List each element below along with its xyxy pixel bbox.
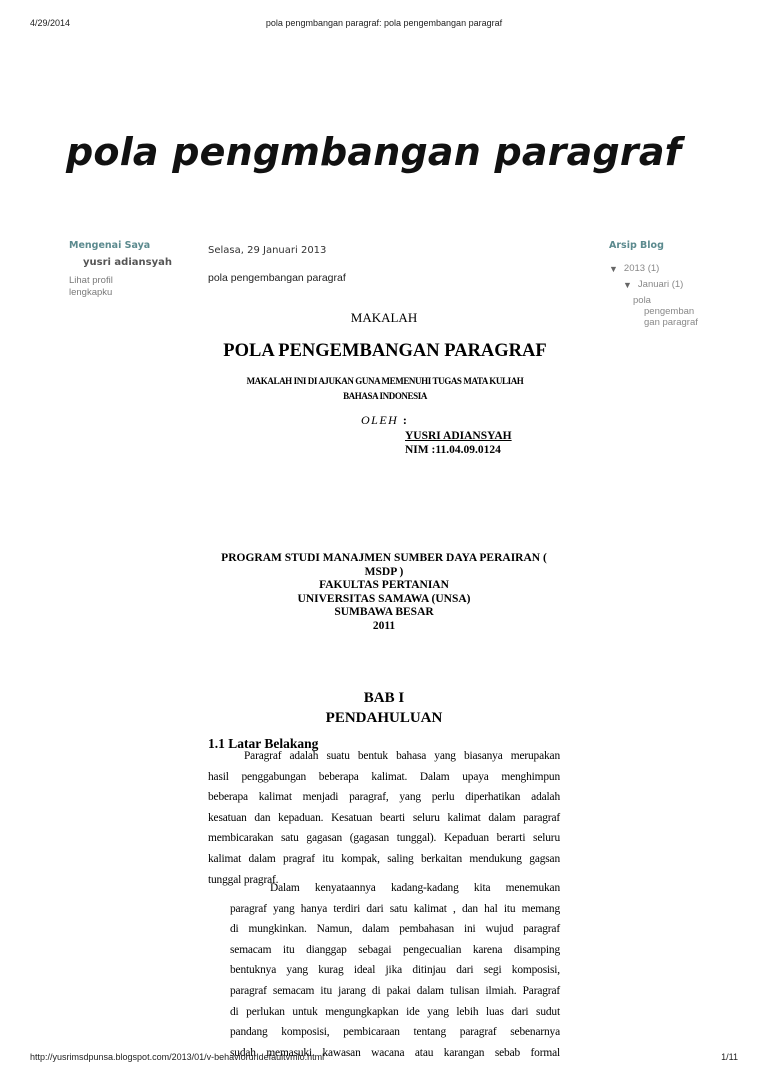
doc-paragraph-1	[208, 746, 560, 890]
paragraph-line: tunggal pragraf.	[208, 873, 279, 886]
doc-section-heading: 1.1 Latar Belakang	[208, 736, 319, 751]
paragraph-line: paragraf semacam itu jarang di pakai dalam tulisan ilmiah. Paragraf	[230, 984, 560, 997]
doc-institution-line: MSDP )	[364, 565, 404, 578]
paragraph-line: sudah memasuki kawasan wacana atau karangan sebab formal	[230, 1046, 560, 1059]
paragraph-line: pandang komposisi, pembicaraan tentang paragraf sebenarnya	[230, 1026, 560, 1039]
doc-subtitle-line: BAHASA INDONESIA	[343, 391, 427, 401]
paragraph-line: Dalam kenyataannya kadang-kadang kita menemukan	[270, 882, 560, 894]
profile-author-link[interactable]: yusri adiansyah	[83, 257, 172, 268]
doc-oleh-colon: :	[402, 413, 407, 427]
doc-title: POLA PENGEMBANGAN PARAGRAF	[223, 341, 547, 361]
paragraph-line: hasil penggabungan beberapa kalimat. Dalam upaya menghimpun	[208, 770, 560, 783]
doc-author-name: YUSRI ADIANSYAH	[405, 430, 512, 442]
paragraph-line: Paragraf adalah suatu bentuk bahasa yang biasanya merupakan	[244, 750, 560, 762]
archive-post-line[interactable]: pengemban	[644, 306, 695, 317]
print-page-title: pola pengmbangan paragraf: pola pengembangan paragraf	[265, 18, 503, 28]
paragraph-line: membicarakan satu gagasan (gagasan tunggal). Kepaduan berarti seluru	[208, 832, 560, 845]
paragraph-line: di mungkinkan. Namun, dalam pembahasan ini wujud paragraf	[230, 923, 560, 936]
archive-month-label[interactable]: Januari (1)	[637, 279, 684, 290]
paragraph-line: bentuknya yang kurag ideal jika ditinjau dari segi komposisi,	[230, 964, 560, 977]
post-date: Selasa, 29 Januari 2013	[208, 245, 327, 256]
doc-institution-line: PROGRAM STUDI MANAJMEN SUMBER DAYA PERAIRAN (	[221, 552, 547, 564]
doc-oleh	[361, 413, 407, 428]
paragraph-line: kesatuan dan kepaduan. Kesatuan bearti seluru kalimat dalam paragraf	[208, 811, 560, 824]
paragraph-line: di perlukan untuk mengungkapkan ide yang lebih luas dari sudut	[230, 1005, 560, 1018]
doc-institution-line: FAKULTAS PERTANIAN	[319, 579, 449, 591]
doc-chapter-title: PENDAHULUAN	[325, 710, 443, 726]
print-page-number: 1/11	[721, 1052, 738, 1062]
doc-oleh-label: OLEH	[361, 413, 399, 427]
blog-title[interactable]: pola pengmbangan paragraf	[66, 130, 682, 174]
archive-post-link[interactable]	[633, 295, 711, 328]
print-header	[0, 18, 768, 32]
triangle-down-icon[interactable]: ▼	[623, 279, 632, 290]
profile-heading: Mengenai Saya	[69, 240, 151, 251]
archive-post-line[interactable]: gan paragraf	[644, 317, 698, 328]
doc-institution-line: UNIVERSITAS SAMAWA (UNSA)	[297, 592, 471, 605]
archive-month[interactable]	[623, 279, 729, 290]
archive-heading: Arsip Blog	[609, 240, 664, 251]
paragraph-line: kalimat dalam pragraf itu kompak, saling berkaitan mendukung gagsan	[208, 852, 560, 865]
doc-institution-line: SUMBAWA BESAR	[334, 606, 434, 618]
archive-widget	[609, 240, 729, 328]
doc-chapter-number: BAB I	[363, 690, 405, 706]
triangle-down-icon[interactable]: ▼	[609, 263, 618, 274]
doc-makalah: MAKALAH	[350, 310, 418, 325]
doc-author-nim: NIM :11.04.09.0124	[405, 444, 501, 456]
doc-institution	[202, 552, 566, 633]
paragraph-line: semacam itu dianggap sebagai pengecualian karena disamping	[230, 943, 560, 956]
archive-post-line[interactable]: pola	[633, 295, 651, 306]
paragraph-line: beberapa kalimat menjadi paragraf, yang perlu diperhatikan adalah	[208, 791, 560, 804]
view-profile-link[interactable]: Lihat profil lengkapku	[69, 275, 113, 298]
doc-subtitle	[200, 374, 570, 404]
print-date: 4/29/2014	[30, 18, 71, 28]
doc-paragraph-2	[230, 878, 560, 1063]
doc-subtitle-line: MAKALAH INI DI AJUKAN GUNA MEMENUHI TUGAS MATA KULIAH	[246, 376, 524, 386]
archive-year-label[interactable]: 2013 (1)	[623, 263, 660, 274]
doc-institution-line: 2011	[372, 619, 396, 632]
paragraph-line: paragraf yang hanya terdiri dari satu kalimat , dan hal itu memang	[230, 902, 560, 915]
post-title[interactable]: pola pengembangan paragraf	[208, 272, 346, 284]
doc-author-block	[405, 429, 512, 457]
print-url: http://yusrimsdpunsa.blogspot.com/2013/01/v-behaviorurldefaultvmlo.html	[30, 1052, 325, 1062]
archive-year[interactable]	[609, 263, 729, 274]
profile-widget	[69, 240, 189, 298]
